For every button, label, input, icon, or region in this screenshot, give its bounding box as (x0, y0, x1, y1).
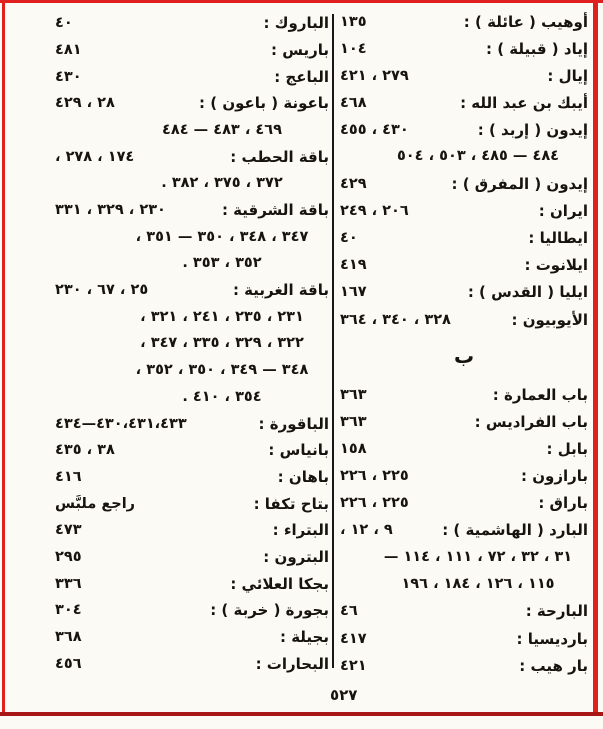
index-entry (340, 62, 588, 89)
index-entry (45, 490, 329, 517)
entry-pages: ٤١٦ (55, 469, 82, 486)
index-entry (45, 410, 329, 437)
page-border-bottom (0, 712, 603, 716)
entry-continuation-pages: ٣٥٤ ، ٤١٠ . (182, 388, 262, 405)
index-entry (340, 252, 588, 279)
index-entry (45, 143, 329, 170)
entry-pages: ٤١٧ (340, 630, 367, 647)
index-entry (340, 652, 588, 679)
entry-continuation-pages: ٣٤٧ ، ٣٤٨ ، ٣٥٠ — ٣٥١ ، (135, 228, 309, 245)
entry-pages: ٢٩٥ (55, 549, 82, 566)
entry-pages: ٤٠ (340, 230, 358, 247)
page-border-top (0, 0, 603, 3)
index-entry (340, 225, 588, 252)
index-entry (340, 408, 588, 435)
entry-continuation-pages: ٣٤٨ — ٣٤٩ ، ٣٥٠ ، ٣٥٢ ، (135, 361, 309, 378)
entry-term: البارد ( الهاشمية ) : (442, 521, 588, 540)
index-entry (340, 381, 588, 408)
entry-continuation-pages: ١١٥ ، ١٢٦ ، ١٨٤ ، ١٩٦ (401, 575, 555, 592)
entry-continuation-pages: ٣٢٢ ، ٣٢٩ ، ٣٣٥ ، ٣٤٧ ، (140, 335, 304, 352)
entry-pages: ٢٥ ، ٦٧ ، ٢٣٠ (55, 282, 149, 299)
entry-term: بارديسيا : (516, 629, 588, 648)
index-entry (340, 198, 588, 225)
entry-pages: ٤٥٦ (55, 655, 82, 672)
index-entry (340, 279, 588, 306)
entry-pages: ٣٣٦ (55, 575, 82, 592)
entry-pages: راجع ملبَّس (55, 495, 136, 512)
index-entry (45, 464, 329, 491)
entry-pages: ٤٣٠ ، ٤٥٥ (340, 121, 409, 138)
entry-term: بارازون : (520, 466, 588, 485)
entry-pages: ٤٣٠،٤٣١،٤٣٣—٤٣٤ (55, 415, 187, 432)
index-entry (45, 624, 329, 651)
entry-term: ايليا ( القدس ) : (467, 283, 588, 302)
entry-term: بانياس : (268, 441, 329, 460)
index-entry (45, 517, 329, 544)
entry-term: باقة الحطب : (230, 147, 329, 166)
index-entry (340, 435, 588, 462)
entry-pages: ٣٦٣ (340, 386, 367, 403)
entry-term: بتاح تكفا : (253, 494, 329, 513)
entry-pages: ١٦٧ (340, 284, 367, 301)
entry-pages: ٤١٩ (340, 257, 367, 274)
index-entry (340, 116, 588, 143)
entry-term: إيدون ( إربد ) : (477, 120, 588, 139)
entry-pages: ٣٢٨ ، ٣٤٠ ، ٣٦٤ (340, 311, 451, 328)
entry-term: ايران : (538, 202, 588, 221)
index-entry (340, 171, 588, 198)
index-entry (45, 63, 329, 90)
entry-term: إياد ( قبيلة ) : (486, 39, 588, 58)
entry-pages: ٤٨١ (55, 42, 82, 59)
index-entry (340, 490, 588, 517)
section-letter-header: ب (453, 344, 475, 369)
index-entry (340, 8, 588, 35)
entry-pages: ١٥٨ (340, 440, 367, 457)
entry-continuation-pages: ٣١ ، ٣٢ ، ٧٢ ، ١١١ ، ١١٤ — (383, 548, 573, 565)
entry-pages: ٤٢٩ (340, 176, 367, 193)
index-entry (45, 437, 329, 464)
entry-term: البتراء : (272, 521, 329, 540)
entry-term: ايطاليا : (528, 229, 588, 248)
index-entry (45, 197, 329, 224)
entry-pages: ٣٦٨ (55, 629, 82, 646)
entry-term: باقة الغربية : (232, 281, 329, 300)
entry-pages: ٣٨ ، ٤٣٥ (55, 442, 115, 459)
index-entry (340, 517, 588, 544)
entry-term: البترون : (263, 548, 329, 567)
entry-continuation-pages: ٤٦٩ ، ٤٨٣ — ٤٨٤ (162, 121, 282, 138)
entry-term: الباروك : (263, 14, 329, 33)
entry-term: بابل : (546, 439, 588, 458)
entry-term: باريس : (271, 41, 329, 60)
index-entry (45, 90, 329, 117)
entry-pages: ١٧٤ ، ٢٧٨ ، (55, 148, 135, 165)
entry-term: باهان : (277, 468, 329, 487)
entry-pages: ٢٧٩ ، ٤٢١ (340, 67, 409, 84)
entry-term: الباعج : (274, 67, 329, 86)
entry-pages: ٤٢١ (340, 657, 367, 674)
entry-pages: ٤٦ (340, 603, 358, 620)
entry-term: بجكا العلائي : (230, 574, 329, 593)
entry-continuation-pages: ٤٨٤ — ٤٨٥ ، ٥٠٣ ، ٥٠٤ (396, 148, 560, 165)
index-entry (45, 37, 329, 64)
index-entry (340, 462, 588, 489)
entry-pages: ٢٠٦ ، ٢٤٩ (340, 203, 409, 220)
entry-term: بجورة ( خربة ) : (210, 601, 329, 620)
index-entry (45, 651, 329, 678)
page-border-left (2, 0, 5, 716)
entry-term: الأيوبيون : (511, 310, 588, 329)
entry-term: الباقورة : (258, 414, 329, 433)
entry-pages: ١٠٤ (340, 40, 367, 57)
entry-pages: ١٣٥ (340, 13, 367, 30)
entry-term: أيبك بن عبد الله : (460, 93, 588, 112)
entry-term: بجيلة : (279, 628, 329, 647)
entry-pages: ٢٣٠ ، ٣٢٩ ، ٣٣١ (55, 202, 166, 219)
entry-term: البارحة : (525, 602, 588, 621)
entry-pages: ٤٧٣ (55, 522, 82, 539)
index-entry (340, 625, 588, 652)
entry-term: بار هيب : (519, 656, 588, 675)
entry-term: باراق : (538, 494, 588, 513)
index-column-left (45, 10, 329, 677)
index-entry (340, 35, 588, 62)
index-entry (340, 89, 588, 116)
entry-pages: ٤٦٨ (340, 94, 367, 111)
index-entry (45, 10, 329, 37)
entry-continuation-pages: ٣٥٢ ، ٣٥٣ . (182, 255, 262, 272)
page-number: ٥٢٧ (330, 686, 358, 704)
page-border-right (593, 0, 598, 716)
index-entry (340, 598, 588, 625)
entry-term: باب الفراديس : (474, 412, 588, 431)
entry-pages: ٤٠ (55, 15, 73, 32)
entry-pages: ٣٦٣ (340, 413, 367, 430)
entry-term: إيال : (547, 66, 588, 85)
index-entry (45, 570, 329, 597)
entry-pages: ٣٠٤ (55, 602, 82, 619)
index-entry (45, 277, 329, 304)
index-entry (45, 597, 329, 624)
entry-continuation-pages: ٢٣١ ، ٢٣٥ ، ٢٤١ ، ٣٢١ ، (140, 308, 304, 325)
entry-pages: ٢٢٥ ، ٢٢٦ (340, 467, 409, 484)
entry-pages: ٢٢٥ ، ٢٢٦ (340, 495, 409, 512)
entry-pages: ٤٣٠ (55, 68, 82, 85)
index-entry (340, 306, 588, 333)
entry-pages: ٩ ، ١٢ ، (340, 522, 393, 539)
entry-continuation-pages: ٣٧٢ ، ٣٧٥ ، ٣٨٢ . (161, 175, 283, 192)
entry-term: باعونة ( باعون ) : (199, 94, 329, 113)
column-divider-rule (332, 14, 334, 668)
entry-term: أوهيب ( عائلة ) : (463, 12, 588, 31)
entry-pages: ٢٨ ، ٤٢٩ (55, 95, 115, 112)
entry-term: باقة الشرقية : (221, 201, 329, 220)
entry-term: ايلانوت : (524, 256, 588, 275)
index-column-right (340, 8, 588, 679)
entry-term: باب العمارة : (492, 385, 588, 404)
entry-term: إيدون ( المفرق ) : (451, 175, 588, 194)
index-entry (45, 544, 329, 571)
entry-term: البحارات : (255, 654, 329, 673)
